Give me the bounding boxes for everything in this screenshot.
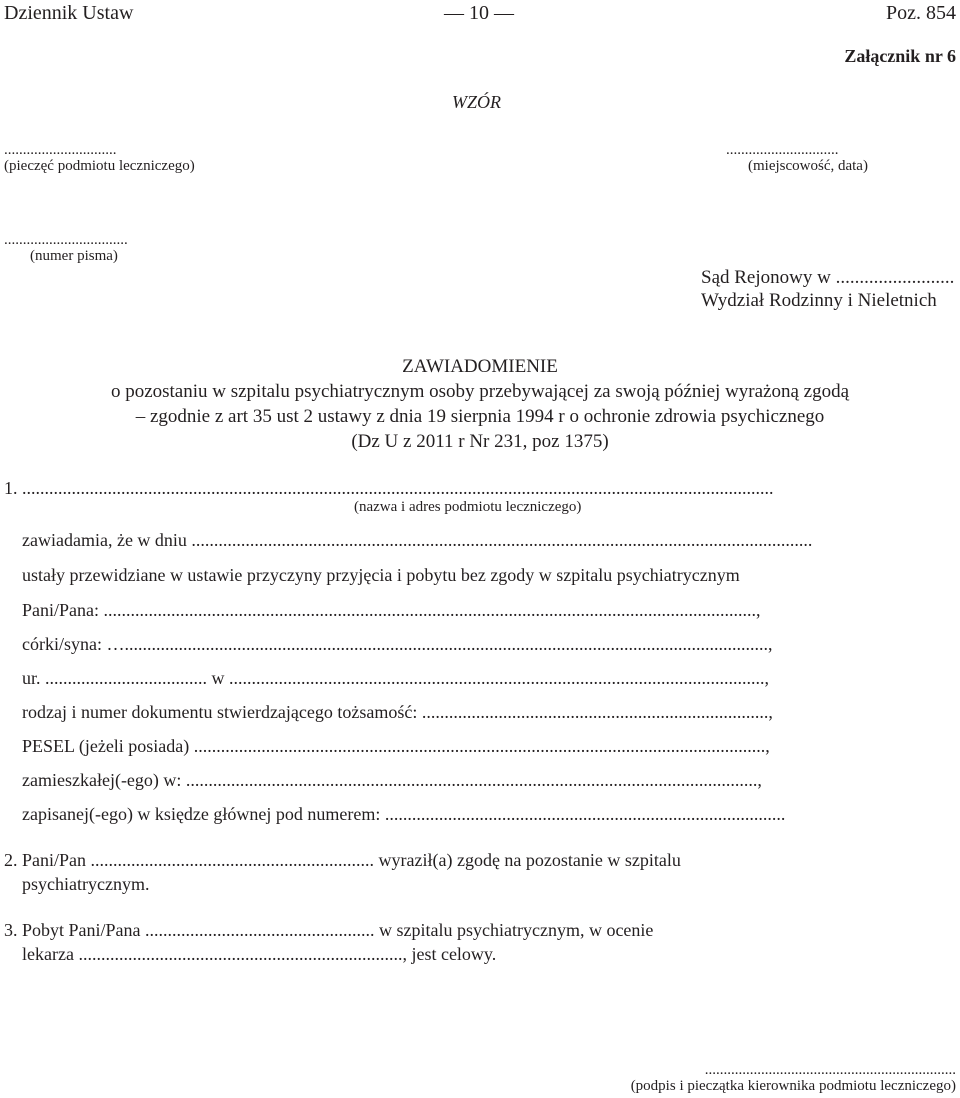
section-1-entity-line: 1. ....................................................................................................................................................................... [4, 478, 774, 498]
section-2-line-2: psychiatrycznym. [22, 874, 150, 894]
field-pesel: PESEL (jeżeli posiada) ..............................................................................................................................., [22, 736, 770, 756]
section-2-line-1: 2. Pani/Pan ............................................................... wyraził(a) zgodę na pozostanie w szpitalu [4, 850, 681, 870]
section-3-line-1: 3. Pobyt Pani/Pana ................................................... w szpitalu psychiatrycznym, w ocenie [4, 920, 654, 940]
title-line-2: – zgodnie z art 35 ust 2 ustawy z dnia 19 sierpnia 1994 r o ochronie zdrowia psychicznego [135, 406, 825, 427]
document-title: ZAWIADOMIENIE [402, 356, 558, 377]
field-parent: córki/syna: …..............................................................................................................................................., [22, 634, 773, 654]
field-address: zamieszkałej(-ego) w: ..............................................................................................................................., [22, 770, 762, 790]
template-label: WZÓR [452, 92, 501, 112]
title-line-3: (Dz U z 2011 r Nr 231, poz 1375) [351, 431, 609, 452]
field-patient-name: Pani/Pana: ................................................................................................................................................., [22, 600, 761, 620]
title-line-1: o pozostaniu w szpitalu psychiatrycznym osoby przebywającej za swoją później wyrażoną zgodą [110, 381, 850, 402]
stamp-dots: .............................. [4, 142, 117, 158]
letter-number-dots: ................................. [4, 232, 128, 248]
notify-date-line: zawiadamia, że w dniu .......................................................................................................................................... [22, 530, 813, 550]
signature-dots: ................................................................... [704, 1062, 956, 1078]
field-id-document: rodzaj i numer dokumentu stwierdzającego tożsamość: ............................................................................., [22, 702, 773, 722]
journal-name: Dziennik Ustaw [4, 2, 134, 24]
section-3-line-2: lekarza ........................................................................, jest celowy. [22, 944, 497, 964]
place-date-dots: .............................. [726, 142, 839, 158]
signature-caption: (podpis i pieczątka kierownika podmiotu leczniczego) [630, 1078, 956, 1094]
letter-number-caption: (numer pisma) [30, 248, 118, 264]
reasons-line: ustały przewidziane w ustawie przyczyny przyjęcia i pobytu bez zgody w szpitalu psychiatrycznym [22, 565, 740, 585]
field-birth: ur. .................................... w ......................................................................................................................., [22, 668, 769, 688]
stamp-caption: (pieczęć podmiotu leczniczego) [4, 158, 195, 174]
place-date-caption: (miejscowość, data) [748, 158, 868, 174]
court-division: Wydział Rodzinny i Nieletnich [701, 290, 937, 311]
field-register-number: zapisanej(-ego) w księdze głównej pod numerem: ......................................................................................... [22, 804, 786, 824]
position-number: Poz. 854 [886, 2, 956, 24]
page-number: — 10 — [444, 2, 514, 24]
entity-caption: (nazwa i adres podmiotu leczniczego) [354, 499, 582, 515]
annex-label: Załącznik nr 6 [844, 46, 956, 66]
court-name: Sąd Rejonowy w ......................... [701, 267, 955, 288]
